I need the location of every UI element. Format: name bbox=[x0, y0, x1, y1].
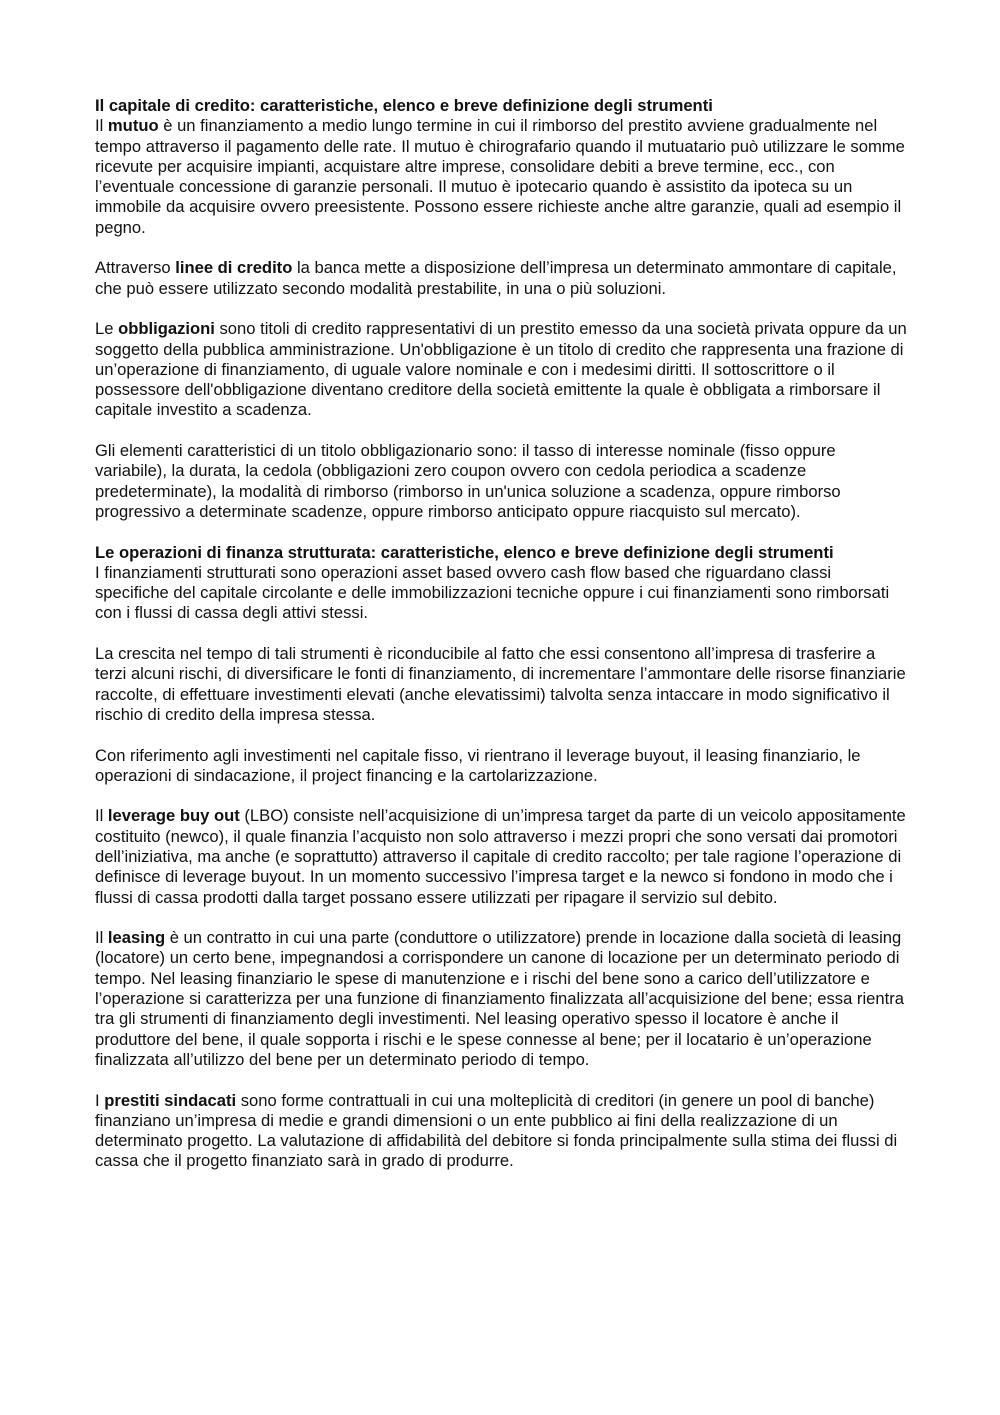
paragraph-text: è un finanziamento a medio lungo termine in cui il rimborso del prestito avviene gradualmente nel tempo attraverso il pagamento delle rate. Il mutuo è chirografario quando il mutuatario può utilizzare le somme ricevute per acquisire impianti, acquistare altre imprese, consolidare debiti a breve termine, ecc., con l’eventuale concessione di garanzie personali. Il mutuo è ipotecario quando è assistito da ipoteca su un immobile da acquisire ovvero preesistente. Possono essere richieste anche altre garanzie, quali ad esempio il pegno. bbox=[95, 116, 905, 237]
section-heading-capitale-di-credito: Il capitale di credito: caratteristiche, elenco e breve definizione degli strumenti bbox=[95, 96, 713, 115]
paragraph-crescita-strumenti bbox=[95, 644, 907, 725]
paragraph-prefix: Le bbox=[95, 319, 119, 339]
term-mutuo: mutuo bbox=[107, 116, 159, 136]
term-linee-di-credito: linee di credito bbox=[175, 258, 293, 278]
paragraph-prestiti-sindacati bbox=[95, 1091, 907, 1172]
paragraph-prefix: Il bbox=[95, 116, 108, 136]
term-obbligazioni: obbligazioni bbox=[118, 319, 215, 339]
document-page bbox=[95, 96, 907, 1192]
paragraph-text: sono titoli di credito rappresentativi di un prestito emesso da una società privata oppure da un soggetto della pubblica amministrazione. Un'obbligazione è un titolo di credito che rappresenta una frazione di un’operazione di finanziamento, di uguale valore nominale e con i medesimi diritti. Il sottoscrittore o il possessore dell'obbligazione diventano creditore della società emittente la quale è obbligata a rimborsare il capitale investito a scadenza. bbox=[95, 319, 907, 420]
paragraph-text: Gli elementi caratteristici di un titolo obbligazionario sono: il tasso di interesse nominale (fisso oppure variabile), la durata, la cedola (obbligazioni zero coupon ovvero con cedola periodica a scadenze predeterminate), la modalità di rimborso (rimborso in un'unica soluzione a scadenza, oppure rimborso progressivo a determinate scadenze, oppure rimborso anticipato oppure riacquisto sul mercato). bbox=[95, 441, 841, 521]
paragraph-obbligazioni bbox=[95, 319, 907, 420]
paragraph-text: La crescita nel tempo di tali strumenti è riconducibile al fatto che essi consentono all’impresa di trasferire a terzi alcuni rischi, di diversificare le fonti di finanziamento, di incrementare l’ammontare delle risorse finanziarie raccolte, di effettuare investimenti elevati (anche elevatissimi) talvolta senza intaccare in modo significativo il rischio di credito della impresa stessa. bbox=[95, 644, 906, 724]
paragraph-leverage-buy-out bbox=[95, 806, 907, 907]
paragraph-text: è un contratto in cui una parte (conduttore o utilizzatore) prende in locazione dalla società di leasing (locatore) un certo bene, impegnandosi a corrispondere un canone di locazione per un determinato periodo di tempo. Nel leasing finanziario le spese di manutenzione e i rischi del bene sono a carico dell’utilizzatore e l’operazione si caratterizza per una funzione di finanziamento finalizzata all’acquisizione del bene; essa rientra tra gli strumenti di finanziamento degli investimenti. Nel leasing operativo spesso il locatore è anche il produttore del bene, il quale sopporta i rischi e le spese connesse al bene; per il locatario è un’operazione finalizzata all’utilizzo del bene per un determinato periodo di tempo. bbox=[95, 928, 904, 1069]
paragraph-leasing bbox=[95, 928, 907, 1070]
paragraph-prefix: Il bbox=[95, 928, 108, 948]
paragraph-mutuo bbox=[95, 116, 907, 238]
paragraph-prefix: Il bbox=[95, 806, 108, 826]
paragraph-prefix: Attraverso bbox=[95, 258, 176, 278]
term-prestiti-sindacati: prestiti sindacati bbox=[104, 1090, 237, 1110]
term-leverage-buy-out: leverage buy out bbox=[107, 806, 240, 826]
paragraph-text: I finanziamenti strutturati sono operazioni asset based ovvero cash flow based che riguardano classi specifiche del capitale circolante e delle immobilizzazioni tecniche oppure i cui finanziamenti sono rimborsati con i flussi di cassa degli attivi stessi. bbox=[95, 562, 890, 623]
paragraph-prefix: I bbox=[95, 1090, 105, 1110]
paragraph-text: sono forme contrattuali in cui una molteplicità di creditori (in genere un pool di banche) finanziano un’impresa di medie e grandi dimensioni o un ente pubblico ai fini della realizzazione di un determinato progetto. La valutazione di affidabilità del debitore si fonda principalmente sulla stima dei flussi di cassa che il progetto finanziato sarà in grado di produrre. bbox=[95, 1090, 898, 1171]
paragraph-linee-di-credito bbox=[95, 258, 907, 299]
paragraph-finanziamenti-strutturati bbox=[95, 563, 907, 624]
paragraph-text: la banca mette a disposizione dell’impresa un determinato ammontare di capitale, che può essere utilizzato secondo modalità prestabilite, in una o più soluzioni. bbox=[95, 258, 897, 298]
section-heading-finanza-strutturata: Le operazioni di finanza strutturata: caratteristiche, elenco e breve definizione degli strumenti bbox=[95, 542, 834, 562]
paragraph-elementi-obbligazionari bbox=[95, 441, 907, 522]
paragraph-text: Con riferimento agli investimenti nel capitale fisso, vi rientrano il leverage buyout, il leasing finanziario, le operazioni di sindacazione, il project financing e la cartolarizzazione. bbox=[95, 745, 861, 785]
paragraph-text: (LBO) consiste nell’acquisizione di un’impresa target da parte di un veicolo appositamente costituito (newco), il quale finanzia l’acquisto non solo attraverso i mezzi propri che sono versati dai promotori dell’iniziativa, ma anche (e soprattutto) attraverso il capitale di credito raccolto; per tale ragione l’operazione di definisce di leverage buyout. In un momento successivo l’impresa target e la newco si fondono in modo che i flussi di cassa prodotti dalla target possano essere utilizzati per ripagare il servizio sul debito. bbox=[95, 806, 906, 907]
term-leasing: leasing bbox=[107, 928, 166, 948]
paragraph-capitale-fisso bbox=[95, 746, 907, 787]
